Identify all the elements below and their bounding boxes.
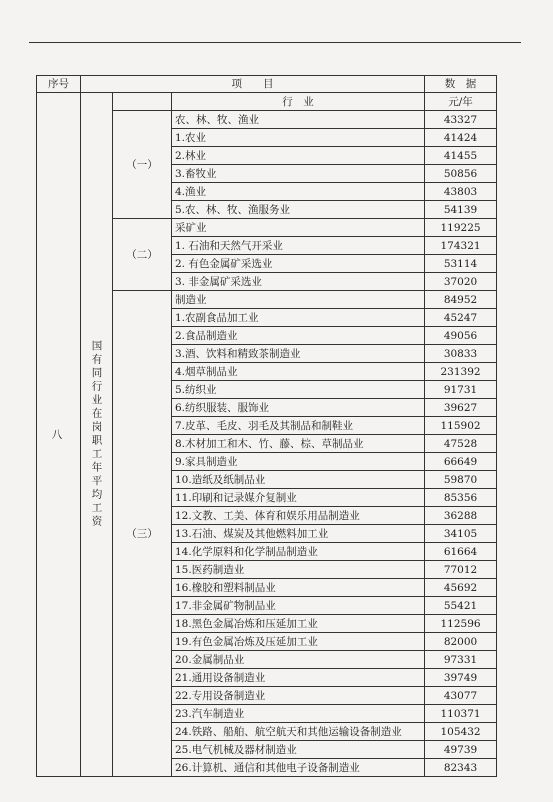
industry-name: 15.医药制造业: [172, 561, 425, 579]
wage-value: 45247: [425, 309, 497, 327]
wage-value: 49739: [425, 741, 497, 759]
industry-name: 10.造纸及纸制品业: [172, 471, 425, 489]
industry-name: 25.电气机械及器材制造业: [172, 741, 425, 759]
industry-name: 6.纺织服装、服饰业: [172, 399, 425, 417]
wage-value: 34105: [425, 525, 497, 543]
industry-name: 9.家具制造业: [172, 453, 425, 471]
industry-name: 2.食品制造业: [172, 327, 425, 345]
wage-value: 39627: [425, 399, 497, 417]
industry-name: 2. 有色金属矿采选业: [172, 255, 425, 273]
industry-name: 1. 石油和天然气开采业: [172, 237, 425, 255]
industry-name: 21.通用设备制造业: [172, 669, 425, 687]
industry-name: 3.畜牧业: [172, 165, 425, 183]
industry-name: 18.黑色金属冶炼和压延加工业: [172, 615, 425, 633]
industry-name: 14.化学原料和化学制品制造业: [172, 543, 425, 561]
wage-value: 119225: [425, 219, 497, 237]
industry-name: 13.石油、煤炭及其他燃料加工业: [172, 525, 425, 543]
top-rule: [29, 42, 521, 43]
industry-name: 11.印刷和记录媒介复制业: [172, 489, 425, 507]
wage-table: [36, 75, 497, 777]
group-label: （一）: [113, 111, 172, 219]
wage-value: 50856: [425, 165, 497, 183]
wage-value: 43327: [425, 111, 497, 129]
wage-value: 105432: [425, 723, 497, 741]
wage-value: 45692: [425, 579, 497, 597]
col-header-data: 数 据: [425, 76, 497, 93]
wage-value: 39749: [425, 669, 497, 687]
wage-value: 85356: [425, 489, 497, 507]
industry-name: 8.木材加工和木、竹、藤、棕、草制品业: [172, 435, 425, 453]
industry-name: 17.非金属矿物制品业: [172, 597, 425, 615]
wage-value: 84952: [425, 291, 497, 309]
industry-name: 5.农、林、牧、渔服务业: [172, 201, 425, 219]
wage-value: 110371: [425, 705, 497, 723]
col-header-item: 项 目: [81, 76, 425, 93]
industry-name: 4.烟草制品业: [172, 363, 425, 381]
industry-name: 19.有色金属冶炼及压延加工业: [172, 633, 425, 651]
wage-value: 112596: [425, 615, 497, 633]
industry-name: 16.橡胶和塑料制品业: [172, 579, 425, 597]
col-header-no: 序号: [37, 76, 81, 93]
industry-name: 制造业: [172, 291, 425, 309]
wage-value: 41424: [425, 129, 497, 147]
industry-name: 1.农副食品加工业: [172, 309, 425, 327]
industry-name: 22.专用设备制造业: [172, 687, 425, 705]
industry-name: 12.文教、工美、体育和娱乐用品制造业: [172, 507, 425, 525]
industry-name: 采矿业: [172, 219, 425, 237]
wage-value: 54139: [425, 201, 497, 219]
header-row: [37, 76, 497, 93]
industry-name: 26.计算机、通信和其他电子设备制造业: [172, 759, 425, 777]
industry-name: 20.金属制品业: [172, 651, 425, 669]
wage-value: 91731: [425, 381, 497, 399]
wage-value: 82000: [425, 633, 497, 651]
industry-name: 23.汽车制造业: [172, 705, 425, 723]
industry-name: 农、林、牧、渔业: [172, 111, 425, 129]
unit-header: 元/年: [425, 93, 497, 111]
wage-value: 66649: [425, 453, 497, 471]
wage-value: 30833: [425, 345, 497, 363]
industry-name: 5.纺织业: [172, 381, 425, 399]
wage-value: 77012: [425, 561, 497, 579]
industry-name: 1.农业: [172, 129, 425, 147]
wage-value: 59870: [425, 471, 497, 489]
group-label: （二）: [113, 219, 172, 291]
section-title: 国有同行业在岗职工年平均工资: [81, 93, 113, 777]
wage-value: 43077: [425, 687, 497, 705]
wage-value: 41455: [425, 147, 497, 165]
industry-name: 3. 非金属矿采选业: [172, 273, 425, 291]
wage-value: 61664: [425, 543, 497, 561]
wage-value: 115902: [425, 417, 497, 435]
industry-name: 4.渔业: [172, 183, 425, 201]
wage-value: 43803: [425, 183, 497, 201]
wage-value: 47528: [425, 435, 497, 453]
wage-value: 36288: [425, 507, 497, 525]
industry-name: 24.铁路、船舶、航空航天和其他运输设备制造业: [172, 723, 425, 741]
section-number: 八: [37, 93, 81, 777]
industry-name: 7.皮革、毛皮、羽毛及其制品和制鞋业: [172, 417, 425, 435]
wage-value: 231392: [425, 363, 497, 381]
industry-name: 2.林业: [172, 147, 425, 165]
group-label: （三）: [113, 291, 172, 777]
subheader-row: [37, 93, 497, 111]
wage-value: 174321: [425, 237, 497, 255]
industry-name: 3.酒、饮料和精致茶制造业: [172, 345, 425, 363]
industry-header: 行 业: [172, 93, 425, 111]
wage-value: 37020: [425, 273, 497, 291]
wage-value: 49056: [425, 327, 497, 345]
wage-value: 55421: [425, 597, 497, 615]
wage-value: 97331: [425, 651, 497, 669]
wage-value: 53114: [425, 255, 497, 273]
wage-value: 82343: [425, 759, 497, 777]
